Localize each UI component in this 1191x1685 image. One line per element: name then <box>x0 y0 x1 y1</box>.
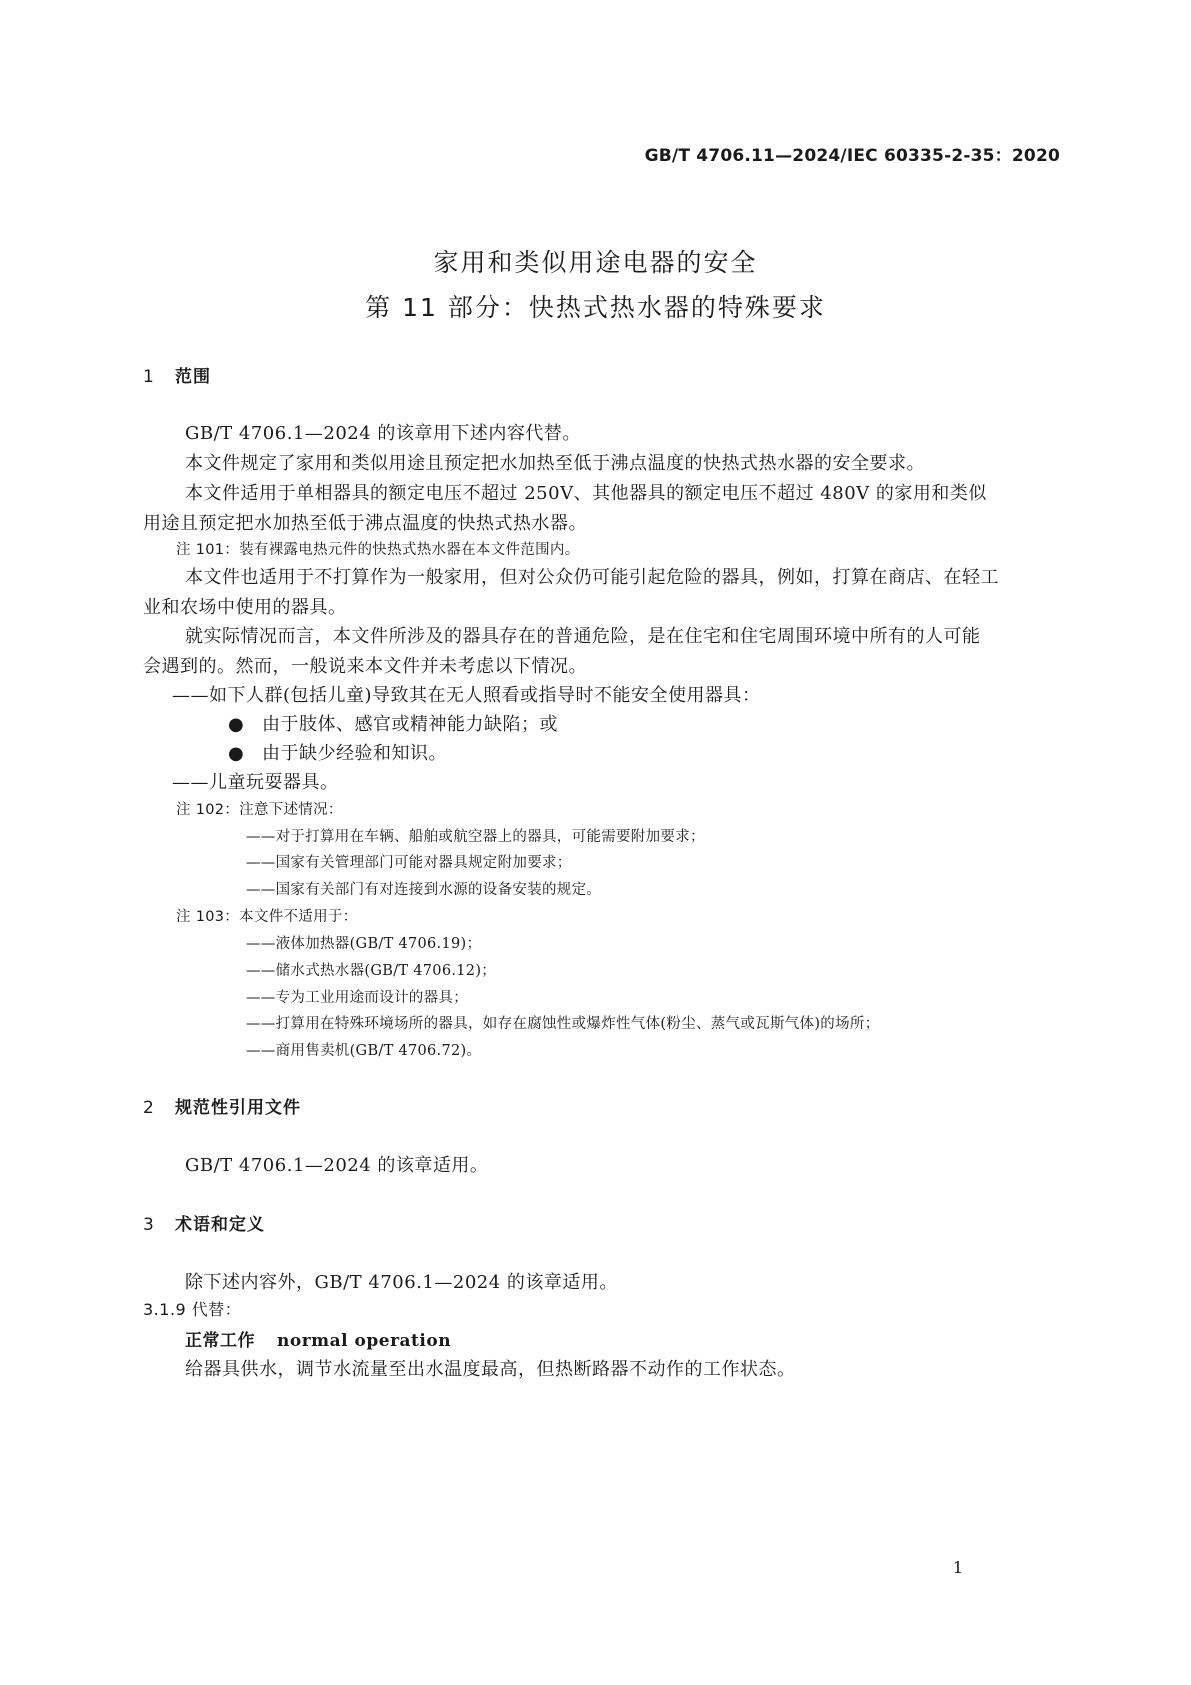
section-number: 2 <box>143 1098 155 1118</box>
paragraph: 除下述内容外，GB/T 4706.1—2024 的该章适用。 <box>185 1272 618 1293</box>
section-title: 范围 <box>175 367 211 387</box>
note-text: 装有裸露电热元件的快热式热水器在本文件范围内。 <box>239 542 580 558</box>
section-number: 1 <box>143 367 155 387</box>
section-3-heading <box>143 1210 265 1235</box>
paragraph: 本文件适用于单相器具的额定电压不超过 250V、其他器具的额定电压不超过 480V 的家用和类似 <box>185 483 987 504</box>
paragraph-continuation: 会遇到的。然而，一般说来本文件并未考虑以下情况。 <box>143 656 587 677</box>
section-1-heading <box>143 362 211 387</box>
note-label: 注 103： <box>176 909 240 925</box>
section-title: 规范性引用文件 <box>175 1098 301 1118</box>
dash-list-item: ——如下人群(包括儿童)导致其在无人照看或指导时不能安全使用器具： <box>172 685 761 706</box>
note-list-item: ——国家有关管理部门可能对器具规定附加要求； <box>246 855 572 871</box>
term-en: normal operation <box>277 1331 452 1351</box>
note-text: 本文件不适用于： <box>239 909 358 925</box>
dash-list-item: ——儿童玩耍器具。 <box>172 772 339 793</box>
paragraph-continuation: 业和农场中使用的器具。 <box>143 597 347 618</box>
paragraph: GB/T 4706.1—2024 的该章适用。 <box>185 1155 489 1176</box>
note-list-item: ——商用售卖机(GB/T 4706.72)。 <box>246 1043 482 1059</box>
paragraph: 就实际情况而言，本文件所涉及的器具存在的普通危险，是在住宅和住宅周围环境中所有的人可能 <box>185 626 981 647</box>
bullet-icon: ● <box>228 743 245 764</box>
clause-number: 3.1.9 代替： <box>143 1300 242 1319</box>
note-list-item: ——打算用在特殊环境场所的器具，如存在腐蚀性或爆炸性气体(粉尘、蒸气或瓦斯气体)的场所； <box>246 1016 880 1032</box>
bullet-text: 由于肢体、感官或精神能力缺陷；或 <box>262 714 558 735</box>
note-list-item: ——液体加热器(GB/T 4706.19)； <box>246 936 482 952</box>
document-code: GB/T 4706.11—2024/IEC 60335-2-35：2020 <box>644 146 1060 166</box>
paragraph: 本文件也适用于不打算作为一般家用，但对公众仍可能引起危险的器具，例如，打算在商店、在轻工 <box>185 567 999 588</box>
section-2-heading <box>143 1093 301 1118</box>
definition: 给器具供水，调节水流量至出水温度最高，但热断路器不动作的工作状态。 <box>185 1359 796 1380</box>
bullet-icon: ● <box>228 714 245 735</box>
page-number: 1 <box>952 1558 963 1577</box>
document-title-line2: 第 11 部分：快热式热水器的特殊要求 <box>365 293 826 322</box>
document-title-line1: 家用和类似用途电器的安全 <box>433 248 758 277</box>
note-103 <box>176 905 358 926</box>
note-102 <box>176 798 343 819</box>
note-text: 注意下述情况： <box>239 802 343 818</box>
note-list-item: ——对于打算用在车辆、船舶或航空器上的器具，可能需要附加要求； <box>246 829 705 845</box>
paragraph-continuation: 用途且预定把水加热至低于沸点温度的快热式热水器。 <box>143 513 587 534</box>
section-title: 术语和定义 <box>175 1215 265 1235</box>
note-list-item: ——储水式热水器(GB/T 4706.12)； <box>246 963 497 979</box>
note-label: 注 102： <box>176 802 240 818</box>
bullet-text: 由于缺少经验和知识。 <box>262 743 447 764</box>
note-label: 注 101： <box>176 542 240 558</box>
bullet-item <box>228 710 558 736</box>
paragraph: 本文件规定了家用和类似用途且预定把水加热至低于沸点温度的快热式热水器的安全要求。 <box>185 453 925 474</box>
bullet-item <box>228 739 447 765</box>
note-101 <box>176 538 580 559</box>
section-number: 3 <box>143 1215 155 1235</box>
term-zh: 正常工作 <box>185 1331 255 1351</box>
note-list-item: ——国家有关部门有对连接到水源的设备安装的规定。 <box>246 882 602 898</box>
paragraph: GB/T 4706.1—2024 的该章用下述内容代替。 <box>185 423 581 444</box>
note-list-item: ——专为工业用途而设计的器具； <box>246 990 468 1006</box>
term <box>185 1326 451 1351</box>
